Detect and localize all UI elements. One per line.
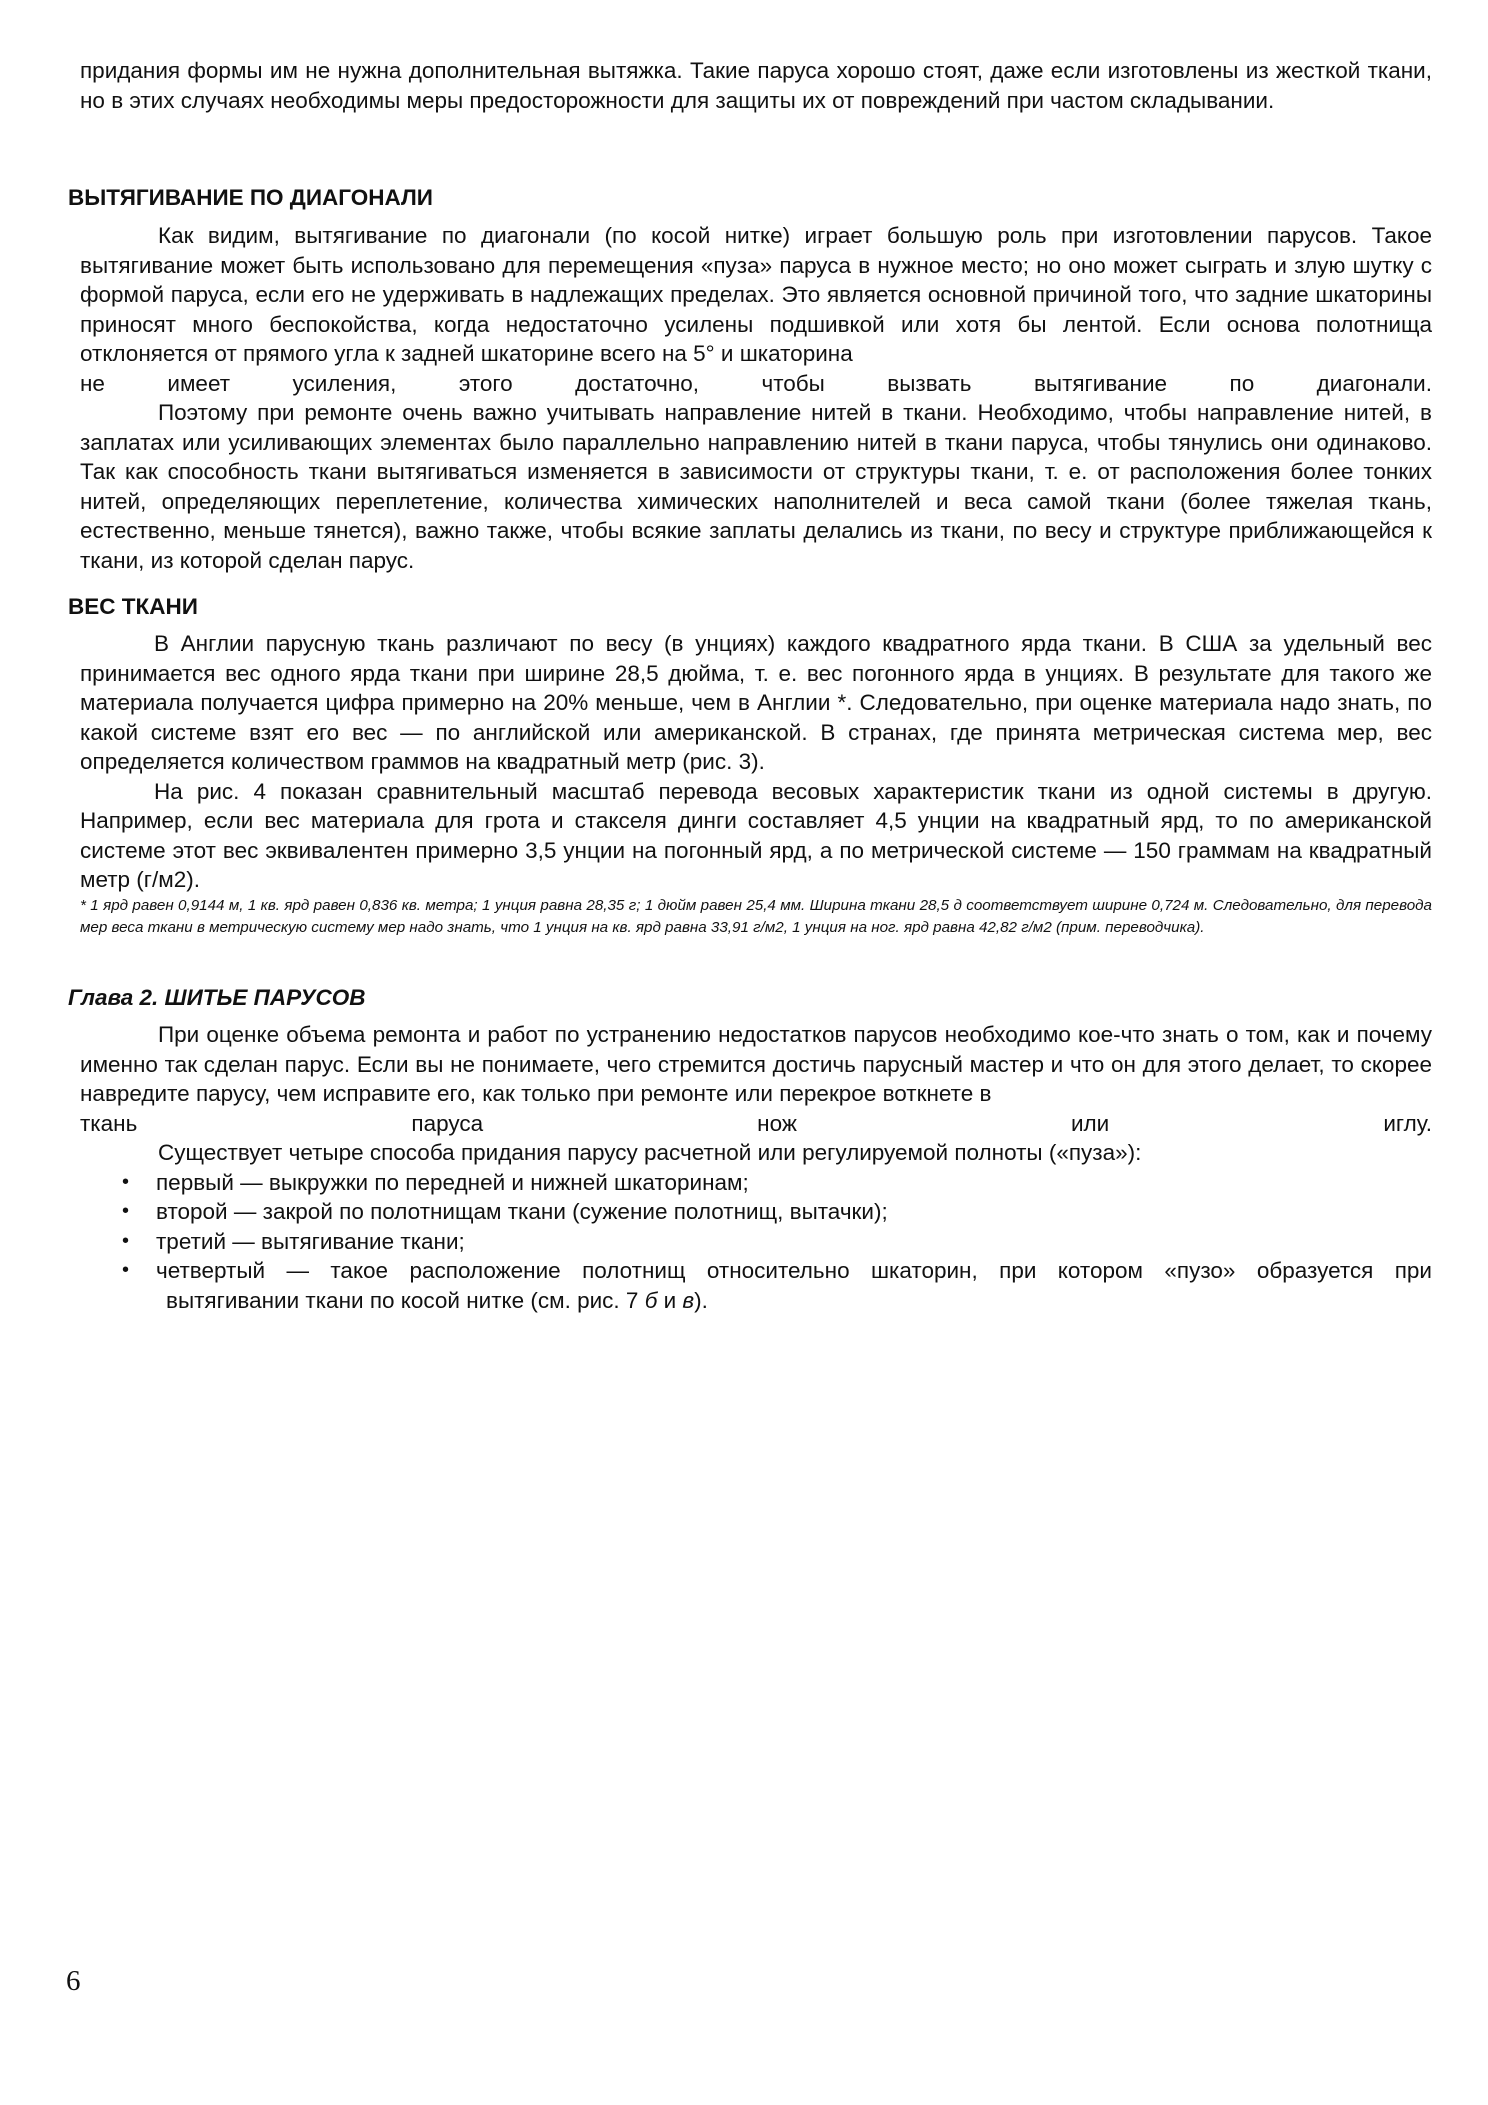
chapter-2-paragraph-1-main: При оценке объема ремонта и работ по устранению недостатков парусов необходимо кое-что знать о том, как и почему именно так сделан парус. Если вы не понимаете, чего стремится достичь парусный мастер и что он для этого делает, то скорее навредите парусу, чем исправите его, как только при ремонте или перекрое воткнете в xyxy=(80,1022,1432,1106)
intro-section xyxy=(80,56,1432,115)
diagonal-paragraph-2: Поэтому при ремонте очень важно учитывать направление нитей в ткани. Необходимо, чтобы направление нитей, в заплатах или усиливающих элементах было параллельно направлению нитей в ткани паруса, чтобы тянулись они одинаково. Так как способность ткани вытягиваться изменяется в зависимости от структуры ткани, т. е. от расположения более тонких нитей, определяющих переплетение, количества химических наполнителей и веса самой ткани (более тяжелая ткань, естественно, меньше тянется), важно также, чтобы всякие заплаты делались из ткани, по весу и структуре приближающейся к ткани, из которой сделан парус. xyxy=(80,400,1432,573)
section-diagonal-body xyxy=(80,221,1432,575)
section-heading-weight: ВЕС ТКАНИ xyxy=(68,594,198,619)
chapter-2-heading: Глава 2. ШИТЬЕ ПАРУСОВ xyxy=(68,985,366,1010)
figure-ref-b: б xyxy=(644,1287,658,1313)
fullness-methods-list xyxy=(80,1168,1432,1316)
diagonal-paragraph-1 xyxy=(80,221,1432,369)
list-item xyxy=(80,1197,1432,1227)
list-item-text: третий — вытягивание ткани; xyxy=(156,1228,465,1254)
list-item xyxy=(80,1168,1432,1198)
chapter-2-body xyxy=(80,1020,1432,1315)
bullet-icon: • xyxy=(122,1259,130,1281)
list-item-text-and: и xyxy=(657,1287,683,1313)
list-item-text: второй — закрой по полотнищам ткани (сужение полотнищ, вытачки); xyxy=(156,1199,888,1224)
list-item xyxy=(80,1256,1432,1315)
bullet-icon: • xyxy=(122,1200,130,1222)
section-heading-diagonal: ВЫТЯГИВАНИЕ ПО ДИАГОНАЛИ xyxy=(68,185,433,210)
bullet-icon: • xyxy=(122,1229,130,1252)
diagonal-paragraph-1-main: Как видим, вытягивание по диагонали (по косой нитке) играет большую роль при изготовлении парусов. Такое вытягивание может быть использовано для перемещения «пуза» паруса в нужное место; но оно может сыграть и злую шутку с формой паруса, если его не удерживать в надлежащих пределах. Это является основной причиной того, что задние шкаторины приносят много беспокойства, когда недостаточно усилены подшивкой или хотя бы лентой. Если основа полотнища отклоняется от прямого угла к задней шкаторине всего на 5° и шкаторина xyxy=(80,223,1432,366)
page-number: 6 xyxy=(66,1965,81,1997)
list-item-text: первый — выкружки по передней и нижней шкаторинам; xyxy=(156,1169,749,1195)
chapter-2-paragraph-2: Существует четыре способа придания парусу расчетной или регулируемой полноты («пуза»): xyxy=(158,1140,1142,1165)
list-item-text-suffix: ). xyxy=(694,1287,708,1313)
list-item xyxy=(80,1227,1432,1257)
figure-ref-v: в xyxy=(682,1287,695,1313)
weight-paragraph-2: На рис. 4 показан сравнительный масштаб перевода весовых характеристик ткани из одной системы в другую. Например, если вес материала для грота и стакселя динги составляет 4,5 унции на квадратный ярд, то по американской системе этот вес эквивалентен примерно 3,5 унции на погонный ярд, а по метрической системе — 150 граммам на квадратный метр (г/м2). xyxy=(80,778,1432,892)
diagonal-paragraph-1-last-line: не имеет усиления, этого достаточно, чтобы вызвать вытягивание по диагонали. xyxy=(80,370,1432,396)
chapter-2-paragraph-1-last-line: ткань паруса нож или иглу. xyxy=(80,1110,1432,1136)
list-item-text-line-2 xyxy=(156,1286,1432,1316)
weight-paragraph-1: В Англии парусную ткань различают по весу (в унциях) каждого квадратного ярда ткани. В США за удельный вес принимается вес одного ярда ткани при ширине 28,5 дюйма, т. е. вес погонного ярда в унциях. В результате для такого же материала получается цифра примерно на 20% меньше, чем в Англии *. Следовательно, при оценке материала надо знать, по какой системе взят его вес — по английской или американской. В странах, где принята метрическая система мер, вес определяется количеством граммов на квадратный метр (рис. 3). xyxy=(80,631,1432,774)
intro-paragraph: придания формы им не нужна дополнительная вытяжка. Такие паруса хорошо стоят, даже если изготовлены из жесткой ткани, но в этих случаях необходимы меры предосторожности для защиты их от повреждений при частом складывании. xyxy=(80,58,1432,113)
chapter-2-paragraph-1 xyxy=(80,1020,1432,1109)
weight-footnote: * 1 ярд равен 0,9144 м, 1 кв. ярд равен 0,836 кв. метра; 1 унция равна 28,35 г; 1 дюйм равен 25,4 мм. Ширина ткани 28,5 д соответствует ширине 0,724 м. Следовательно, для перевода мер веса ткани в метрическую систему мер надо знать, что 1 унция на кв. ярд равна 33,91 г/м2, 1 унция на ног. ярд равна 42,82 г/м2 (прим. переводчика). xyxy=(80,896,1432,936)
list-item-text-line-1: четвертый — такое расположение полотнищ относительно шкаторин, при котором «пузо» образуется при xyxy=(156,1258,1432,1283)
list-item-text-prefix: вытягивании ткани по косой нитке (см. рис. 7 xyxy=(166,1287,645,1313)
bullet-icon: • xyxy=(122,1170,130,1193)
section-weight-body xyxy=(80,629,1432,939)
